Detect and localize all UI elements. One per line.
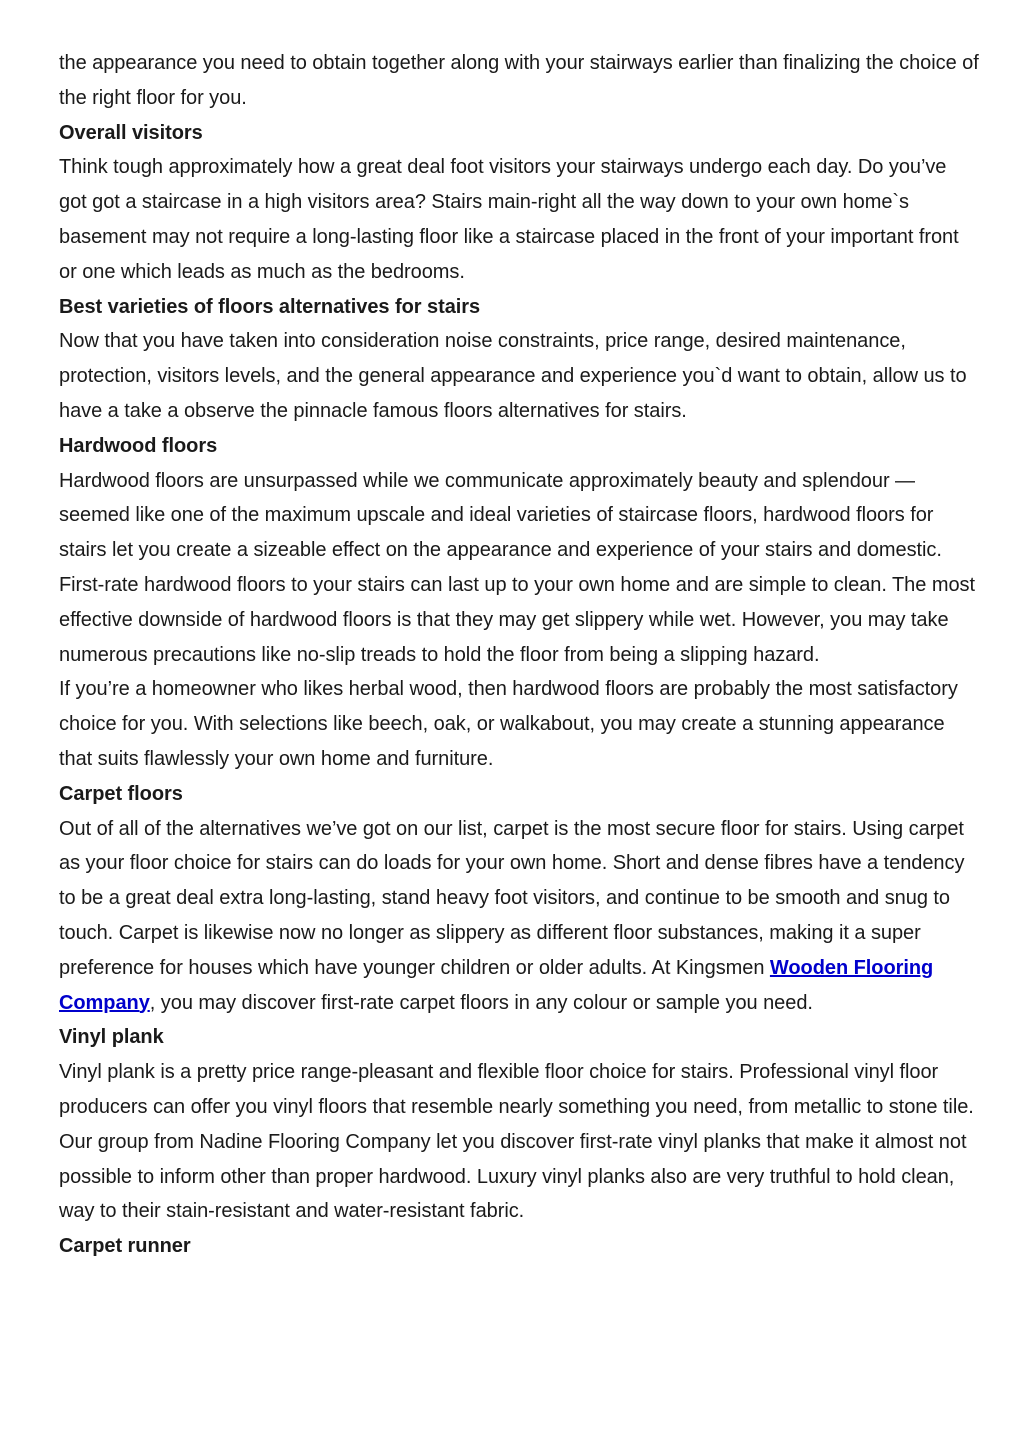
paragraph-overall-visitors: Think tough approximately how a great deal foot visitors your stairways undergo each day. Do you’ve got got a staircase in a high visitors area? Stairs main-right all the way down to your own home`s basement may not require a long-lasting floor like a staircase placed in the front of your important front or one which leads as much as the bedrooms. — [59, 156, 959, 283]
carpet-text-after: , you may discover first-rate carpet floors in any colour or sample you need. — [149, 991, 813, 1014]
paragraph-best-varieties: Now that you have taken into consideration noise constraints, price range, desired maintenance, protection, visitors levels, and the general appearance and experience you`d want to obtain, allow us to have a take a observe the pinnacle famous floors alternatives for stairs. — [59, 330, 967, 422]
heading-carpet-runner: Carpet runner — [59, 1235, 191, 1258]
heading-carpet-floors: Carpet floors — [59, 782, 183, 805]
heading-best-varieties: Best varieties of floors alternatives for stairs — [59, 295, 481, 318]
heading-vinyl-plank: Vinyl plank — [59, 1026, 164, 1049]
carpet-text-before: Out of all of the alternatives we’ve got on our list, carpet is the most secure floor for stairs. Using carpet as your floor choice for stairs can do loads for your own home. Short and dense fibres have a tendency to be a great deal extra long-lasting, stand heavy foot visitors, and continue to be smooth and snug to touch. Carpet is likewise now no longer as slippery as different floor substances, making it a super preference for houses which have younger children or older adults. At Kingsmen — [59, 817, 965, 979]
paragraph-intro-end: the appearance you need to obtain together along with your stairways earlier than finalizing the choice of the right floor for you. — [59, 52, 979, 109]
heading-hardwood-floors: Hardwood floors — [59, 434, 218, 457]
document-page — [59, 46, 979, 1264]
paragraph-vinyl-plank: Vinyl plank is a pretty price range-pleasant and flexible floor choice for stairs. Professional vinyl floor producers can offer you vinyl floors that resemble nearly something you need, from metallic to stone tile. Our group from Nadine Flooring Company let you discover first-rate vinyl planks that make it almost not possible to inform other than proper hardwood. Luxury vinyl planks also are very truthful to hold clean, way to their stain-resistant and water-resistant fabric. — [59, 1061, 974, 1223]
paragraph-hardwood-2: If you’re a homeowner who likes herbal wood, then hardwood floors are probably the most satisfactory choice for you. With selections like beech, oak, or walkabout, you may create a stunning appearance that suits flawlessly your own home and furniture. — [59, 678, 958, 770]
wooden-flooring-company-link[interactable]: Wooden Flooring Company — [59, 956, 934, 1014]
heading-overall-visitors: Overall visitors — [59, 121, 203, 144]
paragraph-hardwood-1: Hardwood floors are unsurpassed while we communicate approximately beauty and splendour — seemed like one of the maximum upscale and ideal varieties of staircase floors, hardwood floors for stairs let you create a sizeable effect on the appearance and experience of your stairs and domestic. First-rate hardwood floors to your stairs can last up to your own home and are simple to clean. The most effective downside of hardwood floors is that they may get slippery while wet. However, you may take numerous precautions like no-slip treads to hold the floor from being a slipping hazard. — [59, 469, 975, 666]
paragraph-carpet-floors — [59, 812, 979, 1021]
